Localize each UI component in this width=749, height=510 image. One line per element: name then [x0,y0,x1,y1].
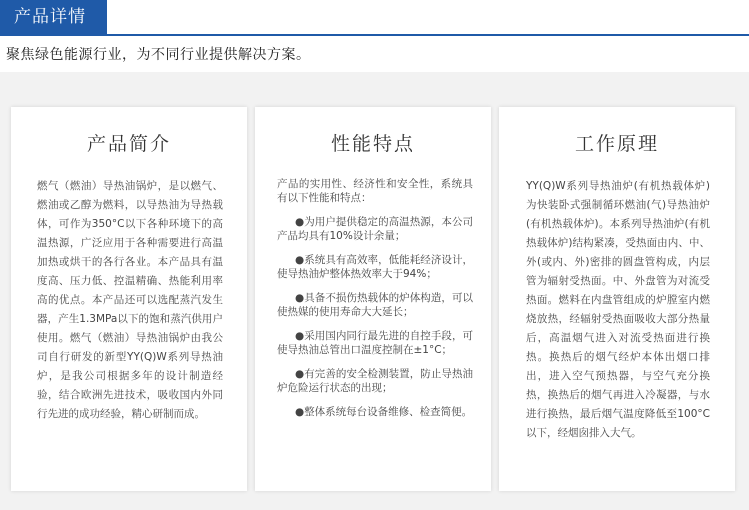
intro-text: 聚焦绿色能源行业，为不同行业提供解决方案。 [6,47,311,63]
card-title: 工作原理 [574,133,659,155]
feature-item: ●为用户提供稳定的高温热源，本公司产品均具有10%设计余量； [277,216,473,242]
feature-item: ●具备不损伤热载体的炉体构造，可以使热媒的使用寿命大大延长； [277,292,473,318]
tab-product-details[interactable]: 产品详情 [0,0,107,34]
card-performance [255,107,491,491]
feature-item: ●系统具有高效率，低能耗经济设计，使导热油炉整体热效率大于94%； [277,254,473,280]
card-working-principle [499,107,735,491]
card-product-intro [11,107,247,491]
feature-item: ●采用国内同行最先进的自控手段，可使导热油总管出口温度控制在±1°C； [277,330,473,356]
card-title: 性能特点 [330,133,415,155]
feature-item: ●整体系统每台设备维修、检查简便。 [295,406,473,418]
card-body: 燃气（燃油）导热油锅炉，是以燃气、燃油或乙醇为燃料，以导热油为导热载体，可作为350°C以下各种环境下的高温热源，广泛应用于各种需要进行高温加热或烘干的各行各业。本产品具有温度高、压力低、控温精确、热能利用率高的优点。本产品还可以选配蒸汽发生器，产生1.3MPa以下的饱和蒸汽供用户使用。燃气（燃油）导热油锅炉由我公司自行研发的新型YY(Q)W系列导热油炉，是我公司根据多年的设计制造经验，结合欧洲先进技术，吸收国内外同行先进的成功经验，精心研制而成。 [37,180,223,420]
feature-item: ●有完善的安全检测装置，防止导热油炉危险运行状态的出现； [277,368,473,394]
header-strip [0,0,749,36]
card-title: 产品简介 [86,133,171,155]
card-body: YY(Q)W系列导热油炉(有机热载体炉)为快装卧式强制循环燃油(气)导热油炉(有机热载体炉)。本系列导热油炉(有机热载体炉)结构紧凑，受热面由内、中、外(或内、外)密排的圆盘管构成，内层管为辐射受热面。中、外盘管为对流受热面。燃料在内盘管组成的炉膛室内燃烧放热，经辐射受热面吸收大部分热量后，高温烟气进入对流受热面进行换热。换热后的烟气经炉本体出烟口排出，进入空气预热器，与空气充分换热，换热后的烟气再进入冷凝器，与水进行换热，最后烟气温度降低至100°C以下，经烟囱排入大气。 [526,180,710,439]
card-body [277,177,473,429]
card-lead: 产品的实用性、经济性和安全性，系统具有以下性能和特点： [277,178,473,204]
